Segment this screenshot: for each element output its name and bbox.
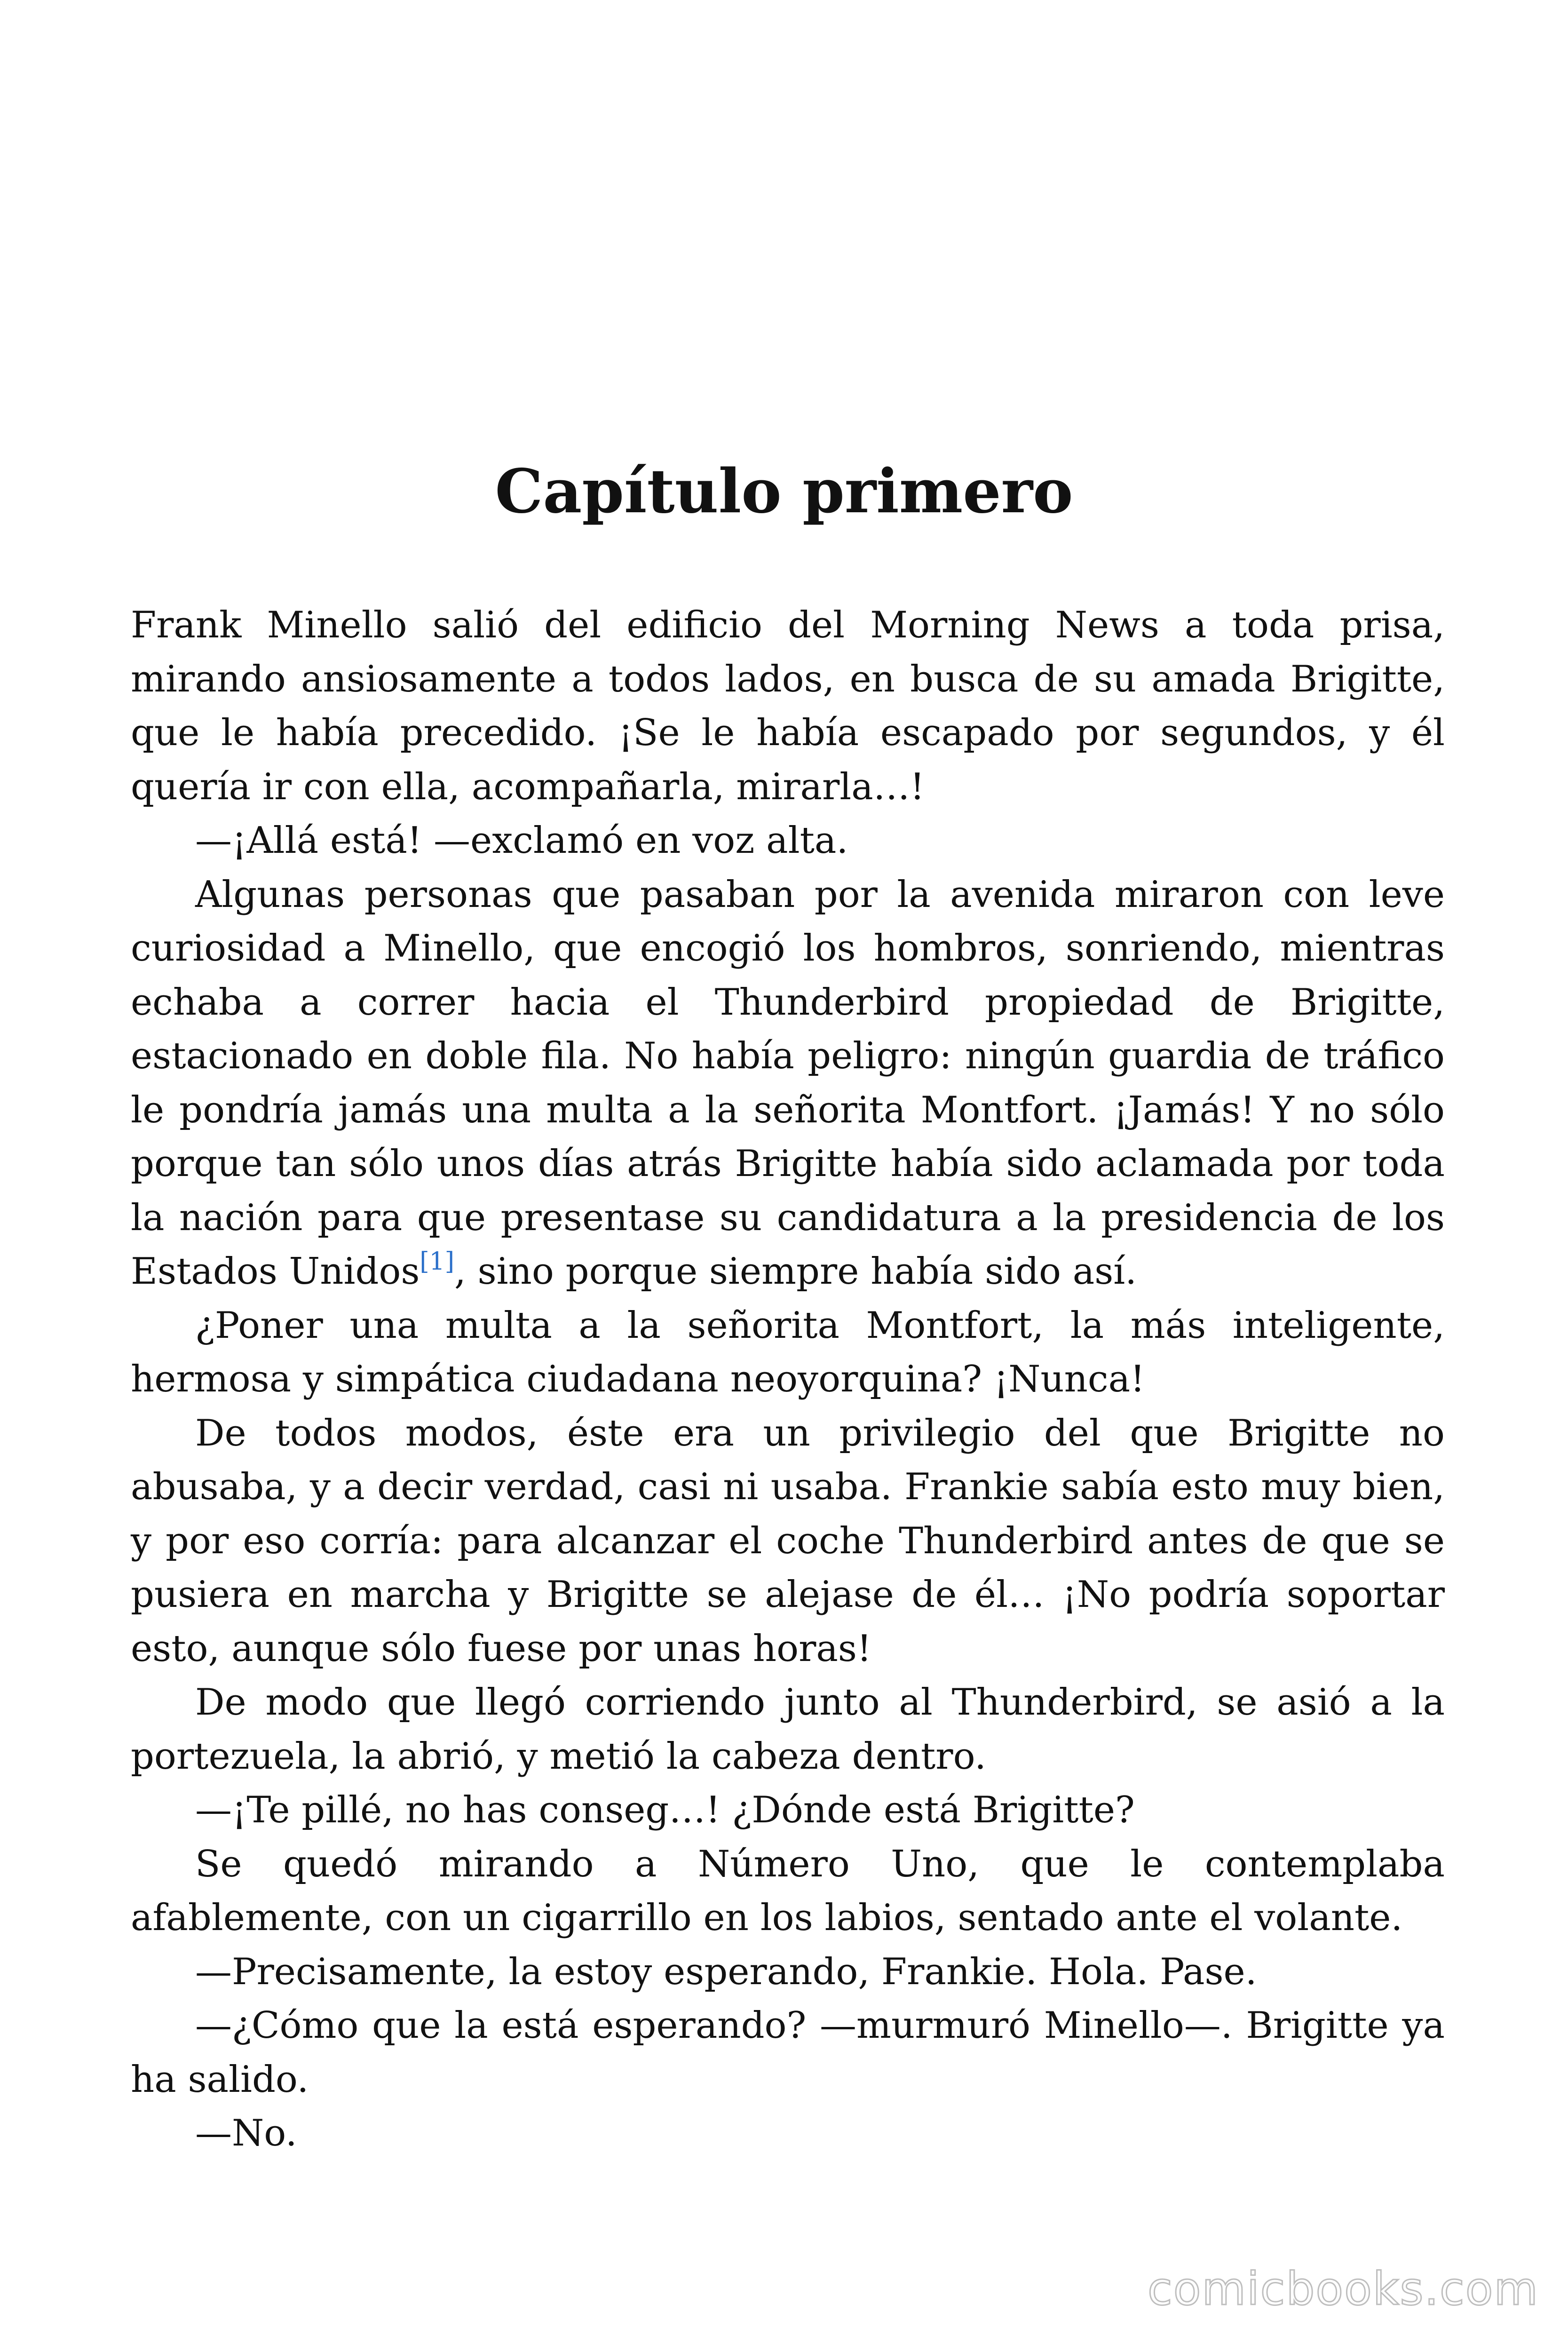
- paragraph: De todos modos, éste era un privilegio del que Brigitte no abusaba, y a decir verdad, casi ni usaba. Frankie sabía esto muy bien, y por eso corría: para alcanzar el coche Thunderbird antes de que se pusiera en marcha y Brigitte se alejase de él… ¡No podría soportar esto, aunque sólo fuese por unas horas!: [131, 1412, 1445, 1670]
- paragraph: [131, 868, 1445, 1299]
- paragraph: —¡Allá está! —exclamó en voz alta.: [195, 819, 848, 862]
- paragraph: —¿Cómo que la está esperando? —murmuró Minello—. Brigitte ya ha salido.: [131, 2004, 1445, 2101]
- chapter-body: [131, 598, 1445, 2161]
- paragraph: De modo que llegó corriendo junto al Thunderbird, se asió a la portezuela, la abrió, y metió la cabeza dentro.: [131, 1681, 1445, 1778]
- paragraph-text: Algunas personas que pasaban por la avenida miraron con leve curiosidad a Minello, que encogió los hombros, sonriendo, mientras echaba a correr hacia el Thunderbird propiedad de Brigitte, estacionado en doble fila. No había peligro: ningún guardia de tráfico le pondría jamás una multa a la señorita Montfort. ¡Jamás! Y no sólo porque tan sólo unos días atrás Brigitte había sido aclamada por toda la nación para que presentase su candidatura a la presidencia de los Estados Unidos: [131, 873, 1445, 1293]
- paragraph-text: , sino porque siempre había sido así.: [454, 1250, 1137, 1293]
- footnote-link[interactable]: [1]: [420, 1248, 455, 1276]
- chapter-title: Capítulo primero: [495, 456, 1073, 527]
- watermark: comicbooks.com: [1147, 2263, 1539, 2315]
- paragraph: Frank Minello salió del edificio del Morning News a toda prisa, mirando ansiosamente a todos lados, en busca de su amada Brigitte, que le había precedido. ¡Se le había escapado por segundos, y él quería ir con ella, acompañarla, mirarla…!: [131, 604, 1445, 808]
- paragraph: —Precisamente, la estoy esperando, Frankie. Hola. Pase.: [195, 1950, 1257, 1993]
- paragraph: —¡Te pillé, no has conseg…! ¿Dónde está Brigitte?: [195, 1789, 1135, 1831]
- paragraph: —No.: [195, 2112, 297, 2154]
- paragraph: ¿Poner una multa a la señorita Montfort, la más inteligente, hermosa y simpática ciudadana neoyorquina? ¡Nunca!: [131, 1304, 1445, 1400]
- paragraph: Se quedó mirando a Número Uno, que le contemplaba afablemente, con un cigarrillo en los labios, sentado ante el volante.: [131, 1843, 1445, 1939]
